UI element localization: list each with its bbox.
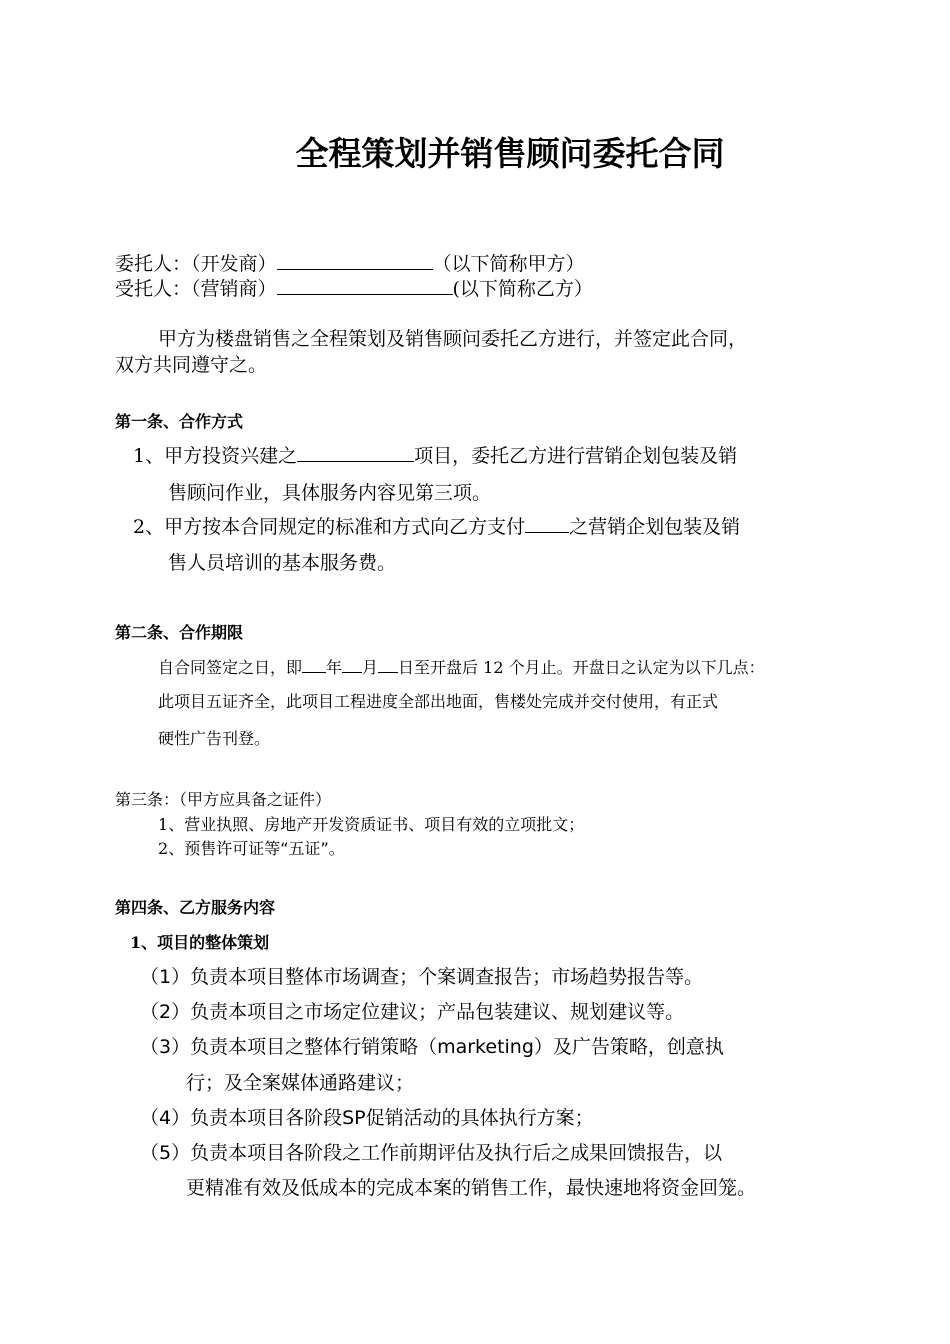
article1-item1-start: 1、甲方投资兴建之 bbox=[133, 445, 298, 467]
year-blank[interactable] bbox=[302, 657, 326, 673]
agent-name-blank[interactable] bbox=[277, 276, 453, 295]
service-item-5-cont: 更精准有效及低成本的完成本案的销售工作，最快速地将资金回笼。 bbox=[186, 1177, 757, 1199]
article2-text-mid: 日至开盘后 12 个月止。 bbox=[398, 658, 573, 677]
article2-text-start: 自合同签定之日，即 bbox=[158, 658, 303, 677]
article3-item1-num: 1 bbox=[158, 815, 169, 834]
article4-heading: 第四条、乙方服务内容 bbox=[115, 898, 276, 917]
project-name-blank[interactable] bbox=[297, 443, 414, 462]
fee-blank[interactable] bbox=[525, 514, 569, 533]
article1-item2-end: 之营销企划包装及销 bbox=[569, 516, 741, 538]
article2-text-end: 开盘日之认定为以下几点： bbox=[572, 658, 765, 677]
article2-line-2: 此项目五证齐全，此项目工程进度全部出地面，售楼处完成并交付使用，有正式 bbox=[158, 692, 719, 711]
document-title: 全程策划并销售顾问委托合同 bbox=[295, 134, 725, 173]
client-label: 委托人：（开发商） bbox=[115, 253, 277, 275]
article1-heading: 第一条、合作方式 bbox=[115, 412, 244, 431]
article4-subheading-1: 1、项目的整体策划 bbox=[130, 933, 270, 952]
month-label: 月 bbox=[362, 658, 379, 677]
service-item-4: （4）负责本项目各阶段SP促销活动的具体执行方案； bbox=[140, 1107, 594, 1129]
year-label: 年 bbox=[326, 658, 343, 677]
article1-item1-end: 项目，委托乙方进行营销企划包装及销 bbox=[414, 445, 738, 467]
service-item-3: （3）负责本项目之整体行销策略（marketing）及广告策略，创意执 bbox=[140, 1036, 724, 1058]
agent-suffix: (以下简称乙方） bbox=[452, 278, 593, 300]
article2-heading: 第二条、合作期限 bbox=[115, 623, 244, 642]
client-suffix: （以下简称甲方） bbox=[432, 253, 585, 275]
article3-item2-text: 、预售许可证等“五证”。 bbox=[168, 839, 345, 858]
article2-line-3: 硬性广告刊登。 bbox=[158, 729, 271, 748]
article1-item1-cont: 售顾问作业，具体服务内容见第三项。 bbox=[168, 482, 492, 504]
article2-line-1 bbox=[158, 655, 765, 678]
service-item-5: （5）负责本项目各阶段之工作前期评估及执行后之成果回馈报告，以 bbox=[140, 1142, 723, 1164]
day-blank[interactable] bbox=[378, 657, 398, 673]
intro-line-1: 甲方为楼盘销售之全程策划及销售顾问委托乙方进行，并签定此合同， bbox=[158, 328, 748, 350]
article3-heading: 第三条：（甲方应具备之证件） bbox=[115, 790, 332, 809]
agent-label: 受托人：（营销商） bbox=[115, 278, 277, 300]
article3-item1 bbox=[158, 812, 584, 835]
article3-item2-num: 2 bbox=[158, 839, 169, 858]
agent-line bbox=[115, 274, 593, 301]
article3-item1-text: 、营业执照、房地产开发资质证书、项目有效的立项批文； bbox=[168, 815, 585, 834]
client-name-blank[interactable] bbox=[277, 251, 433, 270]
month-blank[interactable] bbox=[342, 657, 362, 673]
article3-item2 bbox=[158, 836, 345, 859]
service-item-1: （1）负责本项目整体市场调查；个案调查报告；市场趋势报告等。 bbox=[140, 966, 704, 988]
article1-item2-cont: 售人员培训的基本服务费。 bbox=[168, 552, 397, 574]
service-item-2: （2）负责本项目之市场定位建议；产品包装建议、规划建议等。 bbox=[140, 1001, 685, 1023]
article1-item2 bbox=[133, 512, 740, 539]
article1-item2-start: 2、甲方按本合同规定的标准和方式向乙方支付 bbox=[133, 516, 526, 538]
client-line bbox=[115, 249, 585, 276]
intro-line-2: 双方共同遵守之。 bbox=[115, 354, 268, 376]
service-item-3-cont: 行；及全案媒体通路建议； bbox=[186, 1072, 415, 1094]
article1-item1 bbox=[133, 441, 737, 468]
